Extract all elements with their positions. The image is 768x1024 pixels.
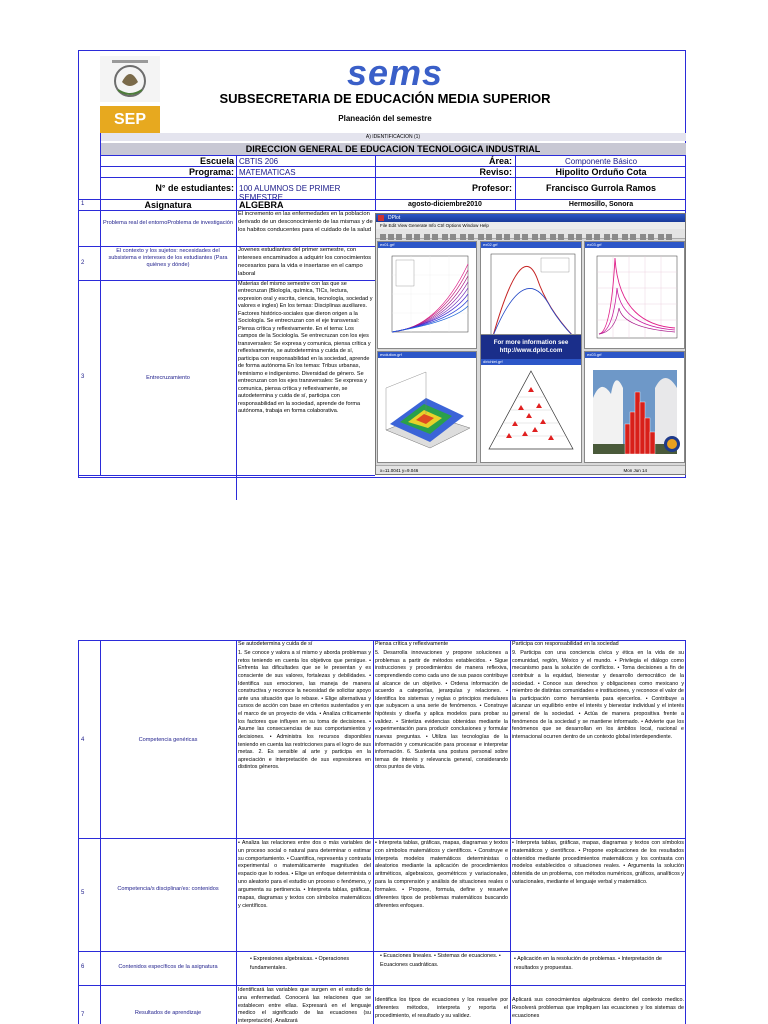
resultados-label: Resultados de aprendizaje: [134, 1010, 202, 1016]
sems-logo: sems: [346, 52, 444, 93]
mexico-coat-of-arms-logo: [100, 56, 160, 102]
plot-window-1[interactable]: [377, 241, 477, 349]
info-banner[interactable]: [481, 335, 581, 359]
period-value: agosto-diciembre2010: [408, 201, 482, 208]
menu-info[interactable]: Info: [428, 223, 437, 228]
city-value: Hermosillo, Sonora: [568, 201, 634, 208]
area-label: Área:: [488, 156, 512, 166]
banner-link[interactable]: http://www.dplot.com: [499, 347, 563, 354]
context-label: El contexto y los sujetos: necesidades del subsistema e intereses de los estudiantes (Para quiénes y dónde): [108, 248, 228, 268]
row-number-4: 4: [81, 737, 85, 743]
genericas-col2-heading: Piensa crítica y reflexivamente: [375, 641, 449, 647]
status-bar: [376, 465, 686, 475]
disciplinar-col1-text: • Analiza las relaciones entre dos o más variables de un proceso social o natural para determinar o estimar su comportamiento. • Cuantifica, representa y contrasta experimental o matemáticamente magnitudes del espacio que lo rodea. • Elige un enfoque determinista o uno aleatorio para el estudio un proceso o fenómeno, y argumenta su pertinencia. • Interpreta tablas, gráficas, mapas, diagramas y textos con símbolos matemáticos y científicos.: [238, 840, 371, 909]
genericas-col1-heading: Se autodetermina y cuida de sí: [238, 641, 313, 647]
section-identification: A) IDENTIFICACION (1): [100, 133, 686, 141]
plot-window-4[interactable]: [377, 351, 477, 463]
menu-bar: [376, 222, 686, 229]
plot-window-1-title: ex01.grf: [378, 242, 476, 248]
direction-title: DIRECCION GENERAL DE EDUCACION TECNOLOGICA INDUSTRIAL: [100, 143, 686, 155]
disciplinar-col2-text: • Interpreta tablas, gráficas, mapas, diagramas y textos con símbolos matemáticos y científicos. • Construye e interpreta modelos matemáticos deterministas o aleatorios mediante la aplicación de procedimientos aritméticos, algebraicos, geométricos y variacionales, para la comprensión y análisis de situaciones reales o formales. • Propone, formula, define y resuelve diferentes tipos de problemas matemáticos buscando diferentes enfoques.: [375, 840, 508, 909]
genericas-col1-text: 1. Se conoce y valora a sí mismo y aborda problemas y retos teniendo en cuenta los objetivos que persigue. • Enfrenta las dificultades que se le presentan y es consciente de sus valores, fortalezas y debilidades. • Identifica sus emociones, las maneja de manera constructiva y reconoce la necesidad de solicitar apoyo ante una situación que lo rebase. • Elige alternativas y cursos de acción con base en criterios sustentados y en el marco de un proyecto de vida. • Analiza críticamente los factores que influyen en su toma de decisiones. • Asume las consecuencias de sus comportamientos y decisiones. • Administra los recursos disponibles teniendo en cuenta las restricciones para el logro de sus metas. 2. Es sensible al arte y participa en la apreciación e interpretación de sus expresiones en distintos géneros.: [238, 650, 371, 771]
row-number-3: 3: [81, 374, 85, 380]
toolbar: [376, 229, 686, 239]
plot-window-3-title: ex03.grf: [585, 242, 684, 248]
resultados-col1-text: Identificará las variables que surgen en el estudio de una enfermedad. Conocerá las relaciones que se establecen entre ellas. Expresará en el lenguaje medico el significado de las ecuaciones (su interpretación). Analizará: [238, 987, 371, 1024]
plot-window-6[interactable]: [584, 351, 685, 463]
status-date: Mon Jun 14: [623, 468, 647, 473]
plot-window-2[interactable]: [480, 241, 582, 349]
menu-file[interactable]: File: [380, 223, 388, 228]
contenidos-col1-text: • Expresiones algebraicas. • Operaciones fundamentales.: [250, 956, 350, 971]
competencia-genericas-label: Competencia genéricas: [138, 737, 198, 743]
competencia-disciplinar-label: Competencia/s disciplinar/es: contenidos: [117, 886, 219, 892]
contenidos-col3-text: • Aplicación en la resolución de problemas. • Interpretación de resultados y propuestas.: [514, 956, 662, 971]
row-number-7: 7: [81, 1012, 85, 1018]
menu-window[interactable]: Window: [462, 223, 479, 228]
area-value: Componente Básico: [564, 157, 638, 166]
problem-label: Problema real del entornoProblema de investigación: [103, 220, 233, 226]
menu-edit[interactable]: Edit: [388, 223, 397, 228]
context-text: Jovenes estudiantes del primer semestre, con intereses encaminados a adquirir los conocimientos necesarios para la vida e insertarse en el campo laboral: [238, 247, 372, 277]
page-subtitle: Planeación del semestre: [338, 114, 432, 123]
entrecruzamiento-text: Materias del mismo semestre con las que se entrecruzan (Biología, química, TICs, lectura, expresion oral y escrita, ciencia, tecnología, sociedad y valores e ingles) En los temas: Disciplinas auxiliares. Factores histórico-sociales que dieron origen a la Sociología. Se entrecruzan con el eje transversal: Piensa crítica y reflexivamente. En el tema: Los campos de la Sociología. Se entrecruzan con los ejes transversales: Se expresa y comunica, piensa crítica y reflexivamente, se autodetermina y cuida de sí, participa con responsabilidad en la sociedad, aprende de forma autónoma En los temas: Tribus urbanas, feminismo e indigenismo. Diversidad de género. Se entrecruzan con los ejes transversales: Se expresa y comunica, piensa crítica y reflexivamente, se autodetermina y cuida de sí, participa con responsabilidad en la sociedad, aprende de forma autónoma, trabaja en forma colaborativa.: [238, 281, 373, 414]
genericas-col2-text: 5. Desarrolla innovaciones y propone soluciones a problemas a partir de métodos establecidos. • Sigue instrucciones y procedimientos de manera reflexiva, comprendiendo como cada uno de sus pasos contribuye al alcance de un objetivo. • Ordena información de acuerdo a categorías, jerarquías y relaciones. • Identifica los sistemas y reglas o principios medulares que subyacen a una serie de fenómenos. • Construye hipótesis y diseña y aplica modelos para probar su validez. • Sintetiza evidencias obtenidas mediante la experimentación para producir conclusiones y formular nuevas preguntas. • Utiliza las tecnologías de la información y comunicación para procesar e interpretar información. 6. Sustenta una postura personal sobre temas de interés y relevancia general, considerando otros puntos de vista.: [375, 650, 508, 771]
estudiantes-value: 100 ALUMNOS DE PRIMER SEMESTRE: [239, 184, 341, 202]
app-icon: [378, 215, 384, 221]
reviso-label: Reviso:: [479, 167, 512, 177]
menu-generate[interactable]: Generate: [408, 223, 428, 228]
entrecruzamiento-label: Entrecruzamiento: [146, 375, 190, 381]
escuela-value: CBTIS 206: [239, 157, 279, 166]
disciplinar-col3-text: • Interpreta tablas, gráficas, mapas, diagramas y textos con símbolos matemáticos y científicos. • Propone explicaciones de los resultados obtenidos mediante procedimientos matemáticos y los contrasta con modelos establecidos o situaciones reales. • Argumenta la solución obtenida de un problema, con métodos numéricos, gráficos, analíticos y variacionales, mediante el lenguaje verbal y matemático.: [512, 840, 684, 886]
genericas-col3-heading: Participa con responsabilidad en la sociedad: [512, 641, 619, 647]
reviso-value: Hipolito Orduño Cota: [555, 167, 647, 177]
profesor-value: Francisco Gurrola Ramos: [545, 183, 657, 193]
row-number-6: 6: [81, 964, 85, 970]
menu-ctrl[interactable]: Ctrl: [437, 223, 445, 228]
banner-line-1: For more information see: [493, 339, 569, 346]
contenidos-label: Contenidos específicos de la asignatura: [118, 964, 218, 970]
app-title-bar: DPlot: [376, 214, 686, 222]
asignatura-label: Asignatura: [144, 200, 192, 210]
estudiantes-label: N° de estudiantes:: [155, 183, 234, 193]
contenidos-col2-text: • Ecuaciones lineales. • Sistemas de ecuaciones. • Ecuaciones cuadráticas.: [380, 953, 501, 968]
menu-help[interactable]: Help: [479, 223, 489, 228]
programa-label: Programa:: [188, 167, 234, 177]
dplot-screenshot: [375, 213, 686, 475]
genericas-col3-text: 9. Participa con una conciencia cívica y ética en la vida de su comunidad, región, México y el mundo. • Privilegia el diálogo como mecanismo para la solución de conflictos. • Toma decisiones a fin de contribuir a la equidad, bienestar y desarrollo democrático de la sociedad. • Conoce sus derechos y obligaciones como mexicano y miembro de distintas comunidades e instituciones, y reconoce el valor de la participación como herramienta para ejercerlos. • Contribuye a alcanzar un equilibrio entre el interés y bienestar individual y el interés general de la sociedad. • Actúa de manera propositiva frente a fenómenos de la sociedad y se mantiene informado. • Advierte que los fenómenos que se desarrollan en los ámbitos local, nacional e internacional ocurren dentro de un contexto global interdependiente.: [512, 650, 684, 740]
row-number-1: 1: [81, 201, 85, 207]
status-coordinates: x=11.0041 y=9.046: [380, 468, 419, 473]
problem-text: El incremento en las enfermedades en la poblacion derivado de un desconocimiento de las mismas y de los habitos conducentes para el cuidado de la salud: [238, 211, 373, 233]
resultados-col2-text: Identifica los tipos de ecuaciones y los resuelve por diferentes métodos, interpreta y reporta el procedimiento, el resultado y su validez.: [375, 997, 508, 1019]
row-number-2: 2: [81, 260, 85, 266]
plot-window-3[interactable]: [584, 241, 685, 349]
profesor-label: Profesor:: [471, 183, 512, 193]
menu-view[interactable]: View: [397, 223, 408, 228]
plot-window-5[interactable]: [480, 334, 582, 463]
sep-logo: SEP: [100, 106, 160, 134]
row-number-5: 5: [81, 890, 85, 896]
plot-window-6-title: ex03.grf: [585, 352, 684, 358]
plot-window-2-title: ex02.grf: [481, 242, 581, 248]
page-title: SUBSECRETARIA DE EDUCACIÓN MEDIA SUPERIOR: [219, 91, 551, 106]
menu-options[interactable]: Options: [445, 223, 462, 228]
plot-window-4-title: evolution.grf: [378, 352, 476, 358]
escuela-label: Escuela: [199, 156, 234, 166]
programa-value: MATEMATICAS: [239, 168, 296, 177]
resultados-col3-text: Aplicará sus conocimientos algebraicos dentro del contexto medico. Resolverá problemas que impliquen las ecuaciones y los sistemas de ecuaciones: [512, 997, 684, 1019]
asignatura-value: ALGEBRA: [239, 200, 284, 210]
plot-window-5-title: dirichlet.grf: [481, 359, 581, 365]
